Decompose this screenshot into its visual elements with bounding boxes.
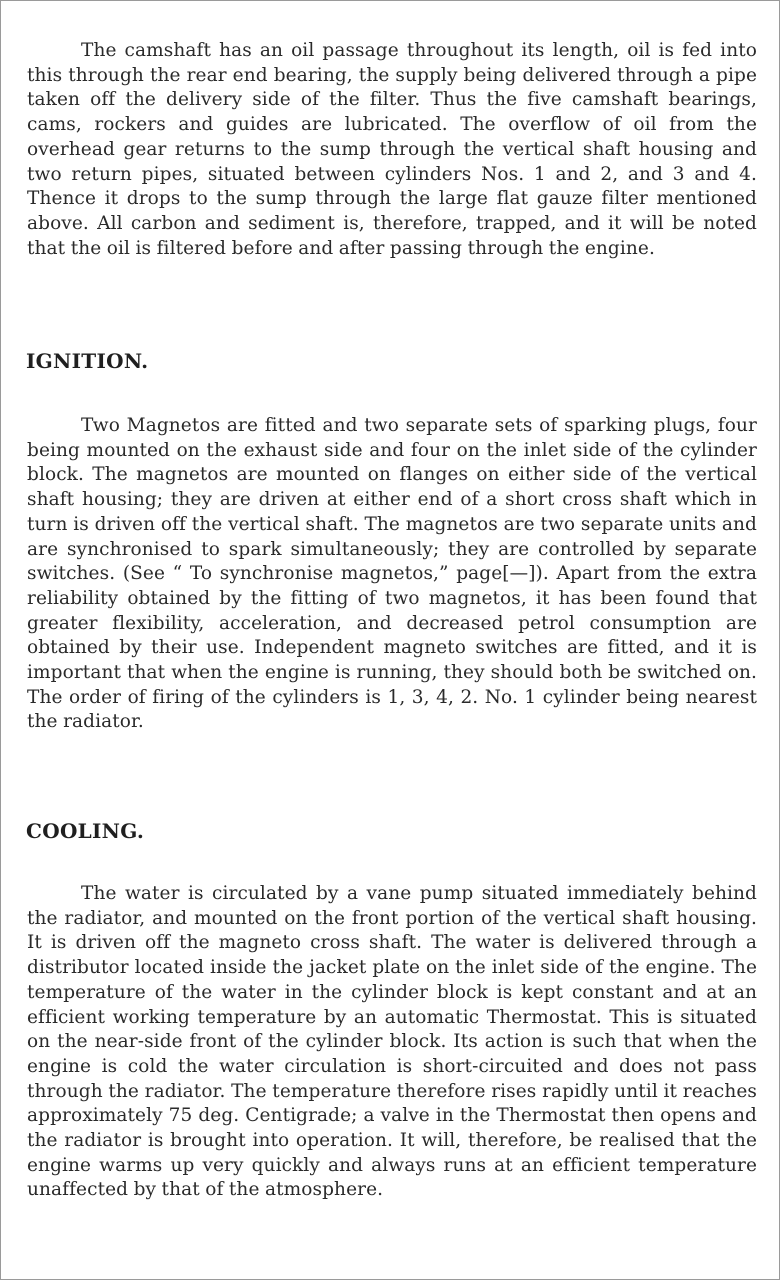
ignition-paragraph: Two Magnetos are fitted and two separate sets of sparking plugs, four being mounted on the exhaust side and four on the inlet side of the cylinder block. The magnetos are mounted on flanges on either side of the vertical shaft housing; they are driven at either end of a short cross shaft which in turn is driven off the vertical shaft. The magnetos are two separate units and are synchronised to spark simultaneously; they are controlled by separate switches. (See “ To synchronise magnetos,” page[—]). Apart from the extra reliability obtained by the fitting of two magnetos, it has been found that greater flexibility, acceleration, and decreased petrol consumption are obtained by their use. Independent magneto switches are fitted, and it is important that when the engine is running, they should both be switched on. The order of firing of the cylinders is 1, 3, 4, 2. No. 1 cylinder being nearest the radiator. [27, 415, 757, 733]
cooling-heading: COOLING. [26, 819, 145, 843]
ignition-heading: IGNITION. [26, 349, 149, 373]
cooling-paragraph: The water is circulated by a vane pump situated immediately behind the radiator, and mounted on the front portion of the vertical shaft housing. It is driven off the magneto cross shaft. The water is delivered through a distributor located inside the jacket plate on the inlet side of the engine. The temperature of the water in the cylinder block is kept constant and at an efficient working temperature by an automatic Thermostat. This is situated on the near-side front of the cylinder block. Its action is such that when the engine is cold the water circulation is short-circuited and does not pass through the radiator. The temperature therefore rises rapidly until it reaches approximately 75 deg. Centigrade; a valve in the Thermostat then opens and the radiator is brought into operation. It will, therefore, be realised that the engine warms up very quickly and always runs at an efficient temperature unaffected by that of the atmosphere. [27, 883, 757, 1201]
lubrication-paragraph: The camshaft has an oil passage throughout its length, oil is fed into this through the rear end bearing, the supply being delivered through a pipe taken off the delivery side of the filter. Thus the five camshaft bearings, cams, rockers and guides are lubricated. The overflow of oil from the overhead gear returns to the sump through the vertical shaft housing and two return pipes, situated between cylinders Nos. 1 and 2, and 3 and 4. Thence it drops to the sump through the large flat gauze filter mentioned above. All carbon and sediment is, therefore, trapped, and it will be noted that the oil is filtered before and after passing through the engine. [27, 40, 757, 259]
